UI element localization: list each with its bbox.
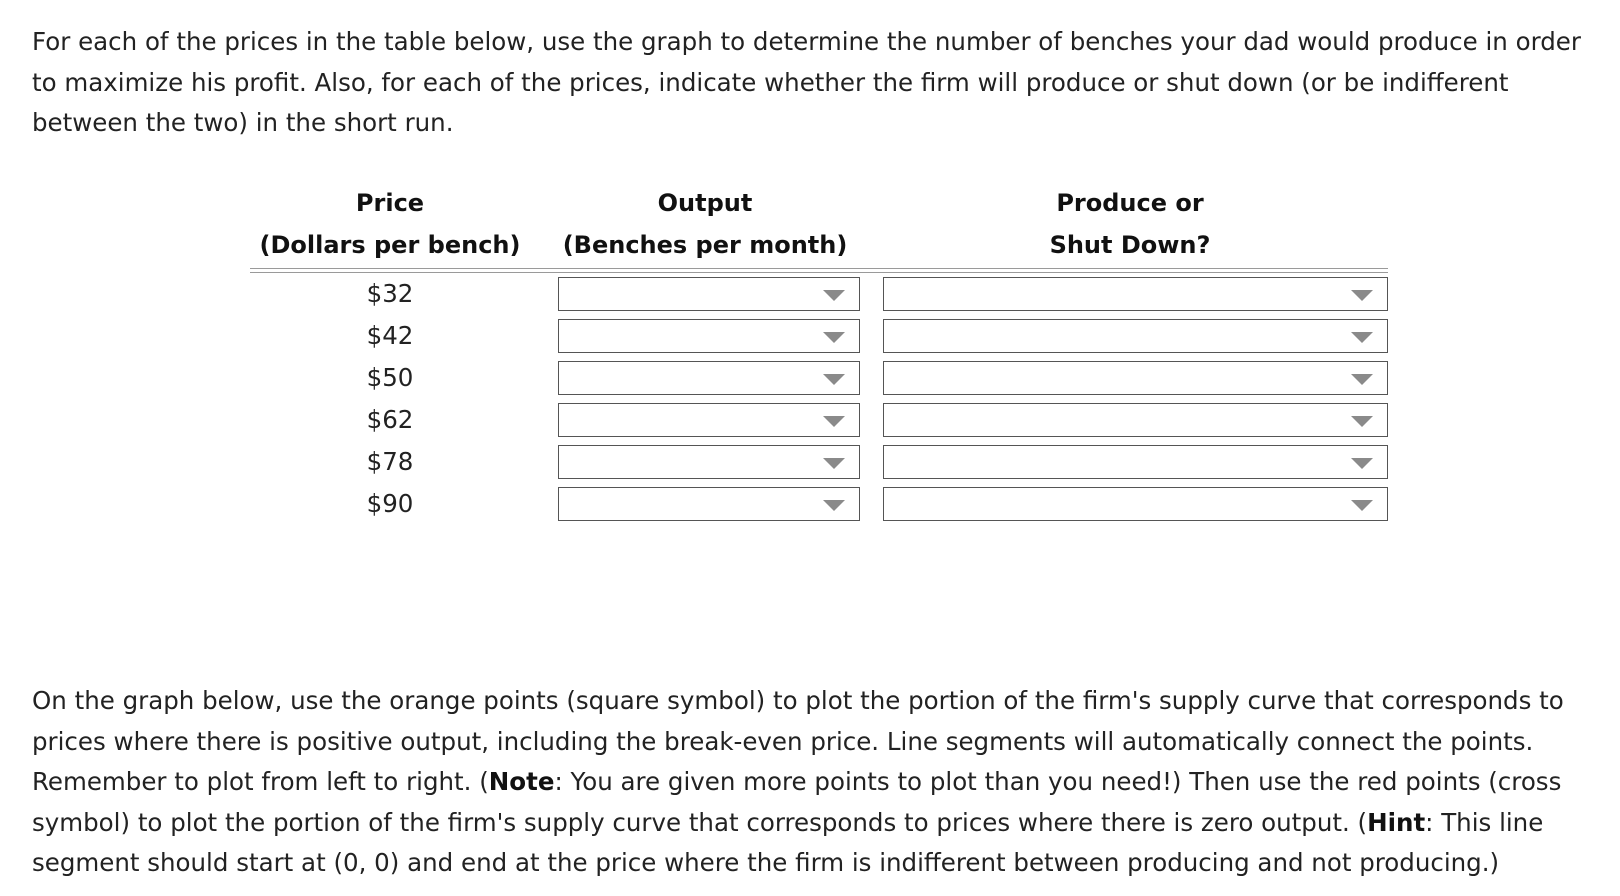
chevron-down-icon <box>823 416 845 427</box>
output-dropdown[interactable] <box>558 277 860 311</box>
price-column-header <box>250 182 530 266</box>
produce-shutdown-dropdown[interactable] <box>883 361 1388 395</box>
output-header-line1: Output <box>657 189 753 217</box>
chevron-down-icon <box>823 290 845 301</box>
price-cell: $90 <box>366 489 414 518</box>
chevron-down-icon <box>1351 290 1373 301</box>
graph-instructions <box>32 681 1602 884</box>
produce-column-header <box>1000 182 1260 266</box>
chevron-down-icon <box>1351 500 1373 511</box>
note-label: Note <box>488 767 555 796</box>
price-cell: $42 <box>366 321 414 350</box>
chevron-down-icon <box>1351 458 1373 469</box>
instructions-part2: : You are given more points to plot than you need!) Then use the red points (cross symbol) to plot the portion of the firm's supply curve that corresponds to prices where there is zero output. ( <box>32 767 1562 837</box>
produce-shutdown-dropdown[interactable] <box>883 277 1388 311</box>
chevron-down-icon <box>1351 332 1373 343</box>
chevron-down-icon <box>823 500 845 511</box>
price-cell: $62 <box>366 405 414 434</box>
price-cell: $32 <box>366 279 414 308</box>
chevron-down-icon <box>823 374 845 385</box>
produce-shutdown-dropdown[interactable] <box>883 487 1388 521</box>
produce-shutdown-dropdown[interactable] <box>883 445 1388 479</box>
price-header-line1: Price <box>355 189 425 217</box>
price-cell: $50 <box>366 363 414 392</box>
produce-header-line1: Produce or <box>1056 189 1204 217</box>
chevron-down-icon <box>1351 374 1373 385</box>
price-cell: $78 <box>366 447 414 476</box>
header-divider <box>250 268 1388 269</box>
intro-text: For each of the prices in the table below, use the graph to determine the number of benches your dad would produce in order to maximize his profit. Also, for each of the prices, indicate whether the firm will produce or shut down (or be indifferent between the two) in the short run. <box>32 27 1581 137</box>
instructions-part3: : This line segment should start at (0, 0) and end at the price where the firm is indifferent between producing and not producing.) <box>32 807 1544 877</box>
output-column-header <box>555 182 855 266</box>
header-divider <box>250 272 1388 273</box>
output-dropdown[interactable] <box>558 445 860 479</box>
price-header-line2: (Dollars per bench) <box>259 231 521 259</box>
chevron-down-icon <box>1351 416 1373 427</box>
output-header-line2: (Benches per month) <box>562 231 848 259</box>
chevron-down-icon <box>823 332 845 343</box>
hint-label: Hint <box>1367 807 1426 837</box>
produce-header-line2: Shut Down? <box>1049 231 1211 259</box>
produce-shutdown-dropdown[interactable] <box>883 403 1388 437</box>
output-dropdown[interactable] <box>558 319 860 353</box>
chevron-down-icon <box>823 458 845 469</box>
output-dropdown[interactable] <box>558 487 860 521</box>
output-dropdown[interactable] <box>558 361 860 395</box>
output-dropdown[interactable] <box>558 403 860 437</box>
instructions-part1: On the graph below, use the orange points (square symbol) to plot the portion of the firm's supply curve that corresponds to prices where there is positive output, including the break-even price. Line segments will automatically connect the points. Remember to plot from left to right. ( <box>32 686 1564 796</box>
produce-shutdown-dropdown[interactable] <box>883 319 1388 353</box>
